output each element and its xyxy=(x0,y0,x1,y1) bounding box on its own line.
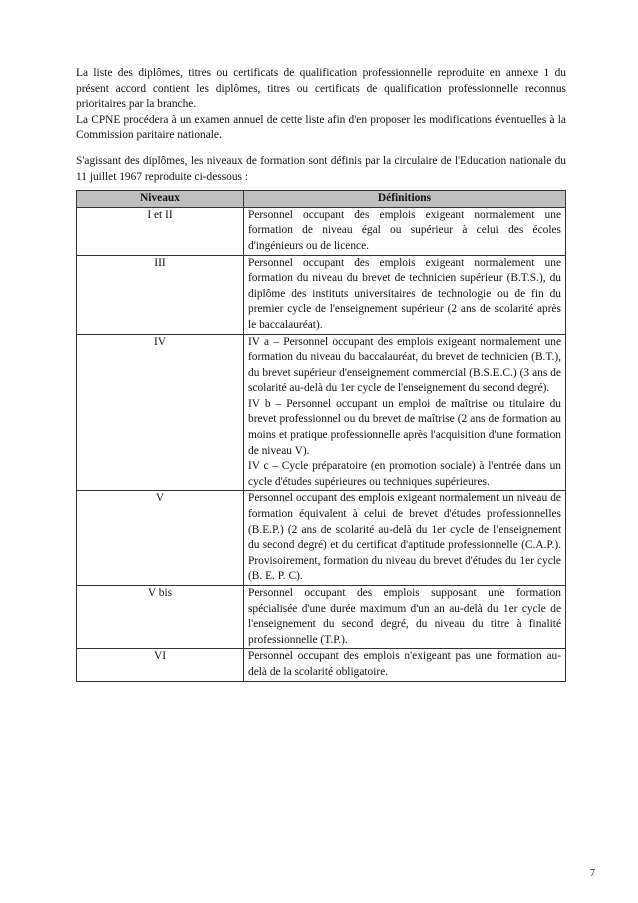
level-cell: V bis xyxy=(77,586,244,649)
definition-paragraph: Personnel occupant des emplois exigeant normalement un niveau de formation équivalent à celui de brevet d'études professionnelles (B.E.P.) (2 ans de scolarité au-delà du 1er cycle de l'enseignement du second degré) et du certificat d'aptitude professionnelle (C.A.P.). Provisoirement, formation du niveau du brevet d'études du 1er cycle (B. E. P. C). xyxy=(248,492,561,583)
definition-cell xyxy=(244,255,566,334)
definition-paragraph: IV a – Personnel occupant des emplois exigeant normalement une formation du niveau du baccalauréat, du brevet de technicien (B.T.), du brevet supérieur d'enseignement commercial (B.S.E.C.) (3 ans de scolarité au-delà du 1er cycle de l'enseignement du second degré). xyxy=(248,335,561,395)
definition-paragraph: IV c – Cycle préparatoire (en promotion sociale) à l'entrée dans un cycle d'études supérieures ou techniques supérieures. xyxy=(248,460,561,488)
table-row xyxy=(77,255,566,334)
level-cell: I et II xyxy=(77,207,244,255)
definition-paragraph: Personnel occupant des emplois n'exigeant pas une formation au-delà de la scolarité obligatoire. xyxy=(248,650,561,678)
header-levels: Niveaux xyxy=(77,191,244,208)
level-cell: VI xyxy=(77,649,244,681)
table-row xyxy=(77,649,566,681)
table-row xyxy=(77,334,566,491)
definition-paragraph: Personnel occupant des emplois supposant une formation spécialisée d'une durée maximum d'un an au-delà du 1er cycle de l'enseignement du second degré, du niveau du titre à finalité professionnelle (T.P.). xyxy=(248,587,561,646)
definition-cell xyxy=(244,207,566,255)
levels-table xyxy=(76,190,566,681)
definition-cell xyxy=(244,649,566,681)
table-row xyxy=(77,207,566,255)
definition-cell xyxy=(244,586,566,649)
document-body xyxy=(76,66,566,682)
table-row xyxy=(77,586,566,649)
level-cell: IV xyxy=(77,334,244,491)
level-cell: III xyxy=(77,255,244,334)
level-cell: V xyxy=(77,491,244,586)
table-row xyxy=(77,491,566,586)
table-header-row xyxy=(77,191,566,208)
header-definitions: Définitions xyxy=(244,191,566,208)
definition-cell xyxy=(244,491,566,586)
definition-cell xyxy=(244,334,566,491)
definition-paragraph: IV b – Personnel occupant un emploi de maîtrise ou titulaire du brevet professionnel ou du brevet de maîtrise (2 ans de formation au moins et pratique professionnelle après l'acquisition d'une formation de niveau V). xyxy=(248,397,561,457)
levels-intro-paragraph: S'agissant des diplômes, les niveaux de formation sont définis par la circulaire de l'Education nationale du 11 juillet 1967 reproduite ci-dessous : xyxy=(76,154,566,183)
intro-paragraph-2: La CPNE procédera à un examen annuel de cette liste afin d'en proposer les modifications éventuelles à la Commission paritaire nationale. xyxy=(76,113,566,142)
definition-paragraph: Personnel occupant des emplois exigeant normalement une formation du niveau du brevet de technicien supérieur (B.T.S.), du diplôme des instituts universitaires de technologie ou de fin du premier cycle de l'enseignement supérieur (2 ans de scolarité après le baccalauréat). xyxy=(248,256,561,331)
page-number: 7 xyxy=(590,868,595,879)
intro-paragraph-1: La liste des diplômes, titres ou certificats de qualification professionnelle reproduite en annexe 1 du présent accord contient les diplômes, titres ou certificats de qualification professionnelle reconnus prioritaires par la branche. xyxy=(76,67,566,111)
definition-paragraph: Personnel occupant des emplois exigeant normalement une formation de niveau égal ou supérieur à celui des écoles d'ingénieurs ou de licence. xyxy=(248,208,561,252)
